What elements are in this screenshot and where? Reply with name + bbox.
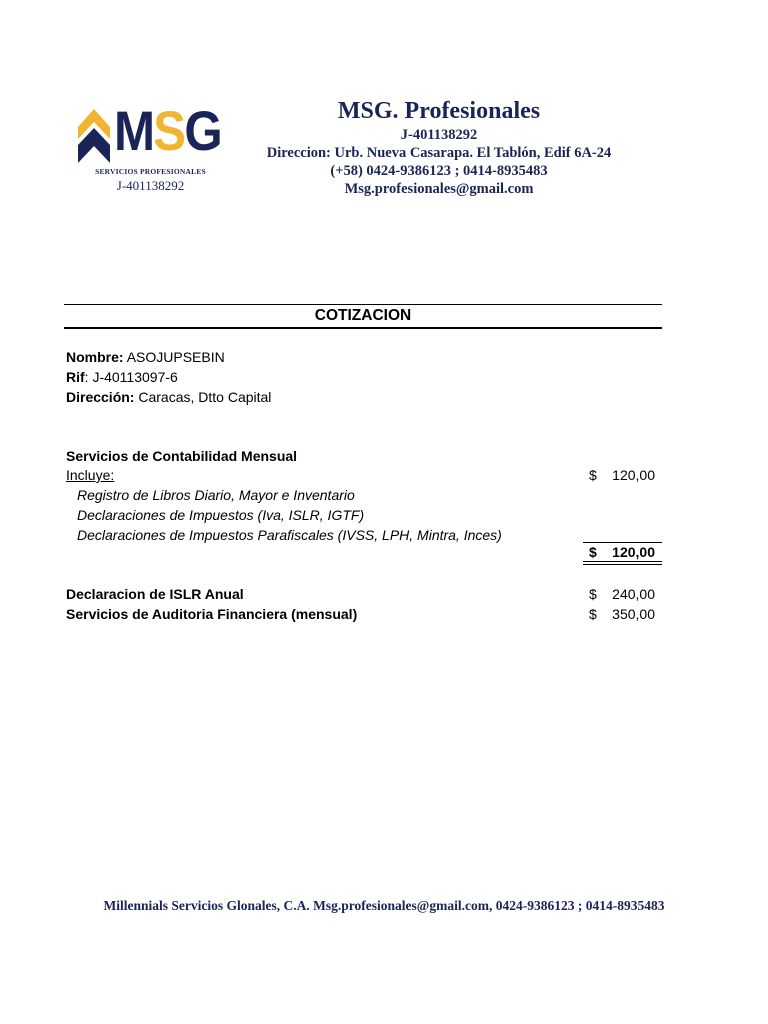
subtotal-currency: $: [589, 544, 597, 560]
client-name: ASOJUPSEBIN: [126, 349, 225, 365]
company-header: [230, 96, 648, 198]
service-monthly-includes: Incluye:: [66, 467, 115, 483]
client-rif-row: [66, 368, 178, 386]
service-audit-amount: 350,00: [612, 606, 655, 622]
service-item: Registro de Libros Diario, Mayor e Inventario: [77, 487, 355, 503]
logo-rif: J-401138292: [116, 178, 185, 193]
company-rif: J-401138292: [400, 127, 478, 143]
page-footer: Millennials Servicios Glonales, C.A. Msg.profesionales@gmail.com, 0424-9386123 ; 0414-8935483: [103, 898, 665, 913]
logo-letter-s: S: [153, 99, 185, 162]
service-islr-currency: $: [589, 586, 597, 602]
company-email: Msg.profesionales@gmail.com: [344, 181, 534, 197]
service-monthly-amount: 120,00: [612, 467, 655, 483]
client-address-label: Dirección:: [66, 389, 135, 405]
service-monthly-title: Servicios de Contabilidad Mensual: [66, 448, 298, 464]
document-title: COTIZACION: [314, 307, 412, 324]
company-logo: [78, 99, 223, 195]
service-item: Declaraciones de Impuestos Parafiscales (IVSS, LPH, Mintra, Inces): [77, 527, 502, 543]
service-monthly-currency: $: [589, 467, 597, 483]
service-audit-label: Servicios de Auditoria Financiera (mensual): [66, 606, 358, 622]
logo-subtitle: SERVICIOS PROFESIONALES: [95, 167, 206, 176]
logo-letter-m: M: [114, 99, 154, 162]
service-item: Declaraciones de Impuestos (Iva, ISLR, IGTF): [77, 507, 365, 523]
company-phones: (+58) 0424-9386123 ; 0414-8935483: [330, 163, 548, 179]
client-rif-label: Rif: [66, 369, 85, 385]
subtotal-rule-double-1: [583, 561, 662, 562]
subtotal-rule-double-2: [583, 564, 662, 565]
client-address: Caracas, Dtto Capital: [138, 389, 272, 405]
client-address-row: [66, 388, 271, 406]
company-name: MSG. Profesionales: [337, 98, 541, 124]
title-rule-bottom: [64, 327, 662, 329]
title-rule-top: [64, 304, 662, 305]
subtotal-amount: 120,00: [612, 544, 655, 560]
client-name-row: [66, 348, 225, 366]
logo-wordmark: [114, 99, 221, 163]
logo-letter-g: G: [184, 99, 221, 162]
service-audit-currency: $: [589, 606, 597, 622]
company-address: Direccion: Urb. Nueva Casarapa. El Tablón, Edif 6A-24: [266, 145, 612, 161]
client-rif: : J-40113097-6: [84, 369, 178, 385]
service-islr-amount: 240,00: [612, 586, 655, 602]
client-name-label: Nombre:: [66, 349, 124, 365]
service-islr-label: Declaracion de ISLR Anual: [66, 586, 244, 602]
